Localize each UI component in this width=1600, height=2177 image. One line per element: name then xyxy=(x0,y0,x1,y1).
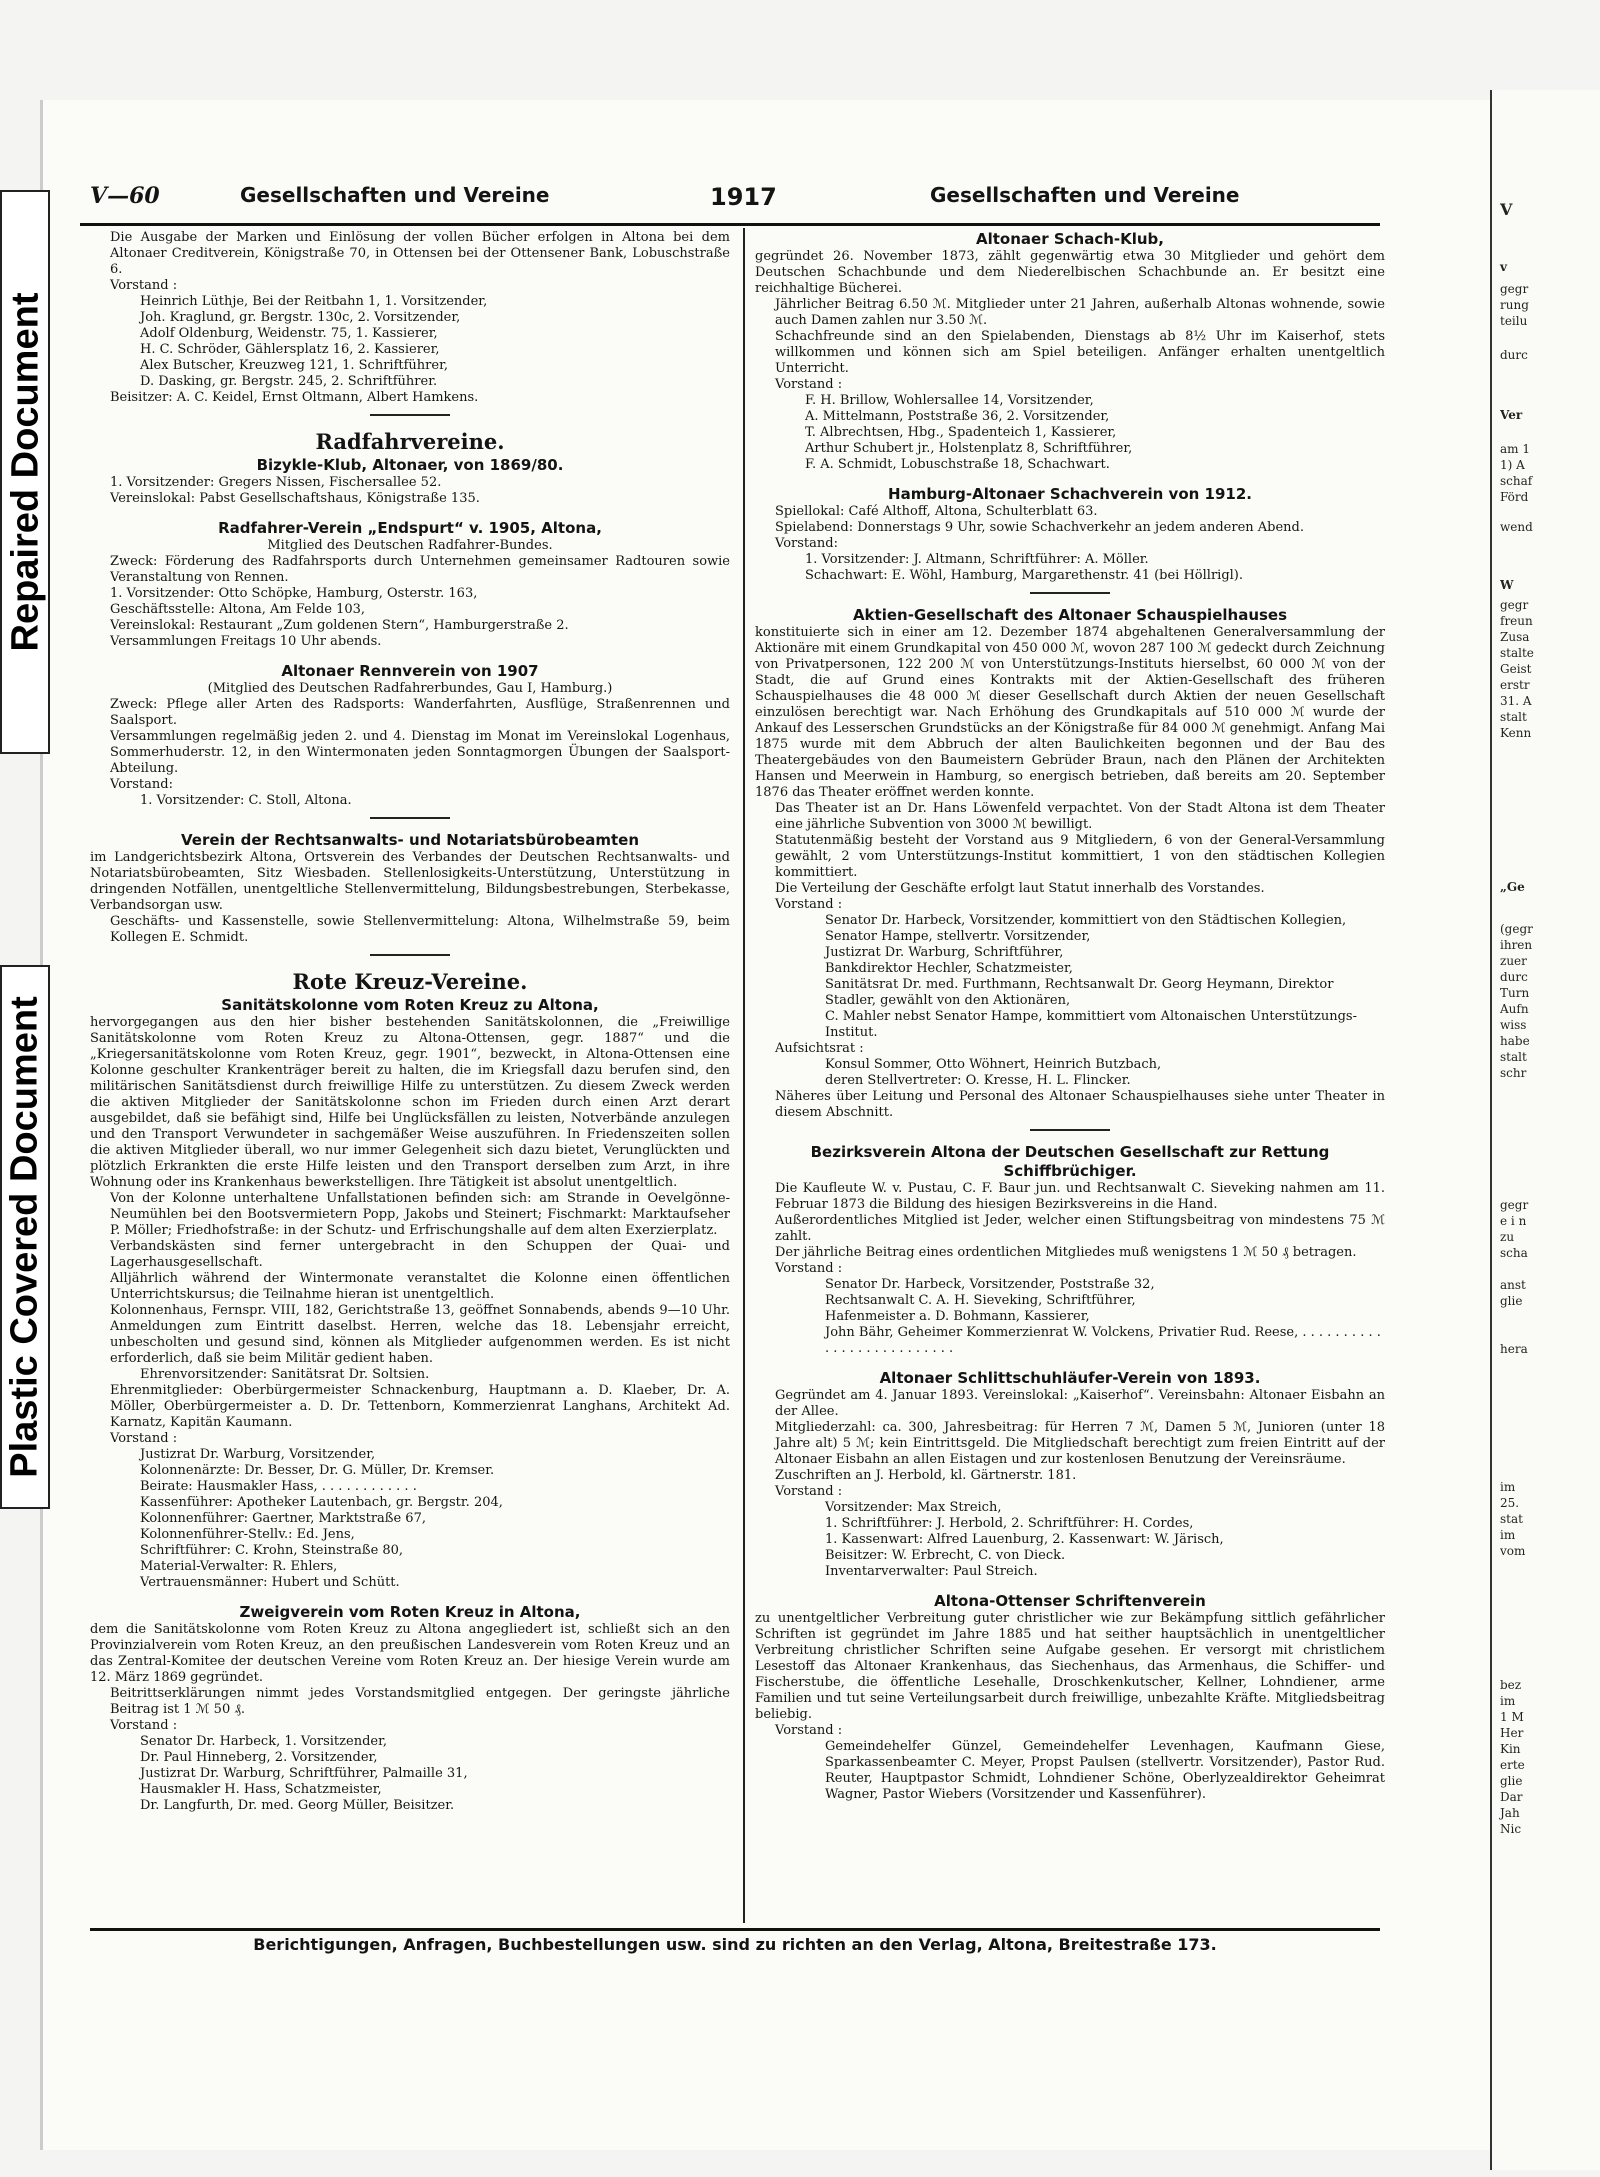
next-page-fragment: erte xyxy=(1500,1758,1525,1772)
sanitaetskolonne-board-member: Material-Verwalter: R. Ehlers, xyxy=(140,1559,338,1574)
schachverein-line: Spiellokal: Café Althoff, Altona, Schulterblatt 63. xyxy=(775,504,1098,519)
plastic-covered-document-tab xyxy=(0,965,50,1509)
zweigverein-board-label: Vorstand : xyxy=(110,1718,178,1733)
next-page-fragment: glie xyxy=(1500,1774,1523,1788)
next-page-fragment: wend xyxy=(1500,520,1533,534)
next-page-fragment: gegr xyxy=(1500,598,1529,612)
next-page-fragment: am 1 xyxy=(1500,442,1530,456)
rechtsanwalts-text: Geschäfts- und Kassenstelle, sowie Stellenvermittelung: Altona, Wilhelmstraße 59, beim Kollegen E. Schmidt. xyxy=(110,914,730,945)
zweigverein-board-member: Hausmakler H. Hass, Schatzmeister, xyxy=(140,1782,382,1797)
next-page-fragment: Ver xyxy=(1500,408,1523,422)
schach-klub-text: Jährlicher Beitrag 6.50 ℳ. Mitglieder unter 21 Jahren, außerhalb Altonas wohnende, sowie auch Damen zahlen nur 3.50 ℳ. xyxy=(775,297,1385,328)
sanitaetskolonne-board-member: Kassenführer: Apotheker Lautenbach, gr. Bergstr. 204, xyxy=(140,1495,503,1510)
page-header xyxy=(80,175,1380,226)
next-page-fragment: rung xyxy=(1500,298,1529,312)
schauspielhaus-board-member: Senator Dr. Harbeck, Vorsitzender, kommittiert von den Städtischen Kollegien, xyxy=(825,913,1347,928)
next-page-fragment: Zusa xyxy=(1500,630,1530,644)
rechtsanwalts-heading: Verein der Rechtsanwalts- und Notariatsbürobeamten xyxy=(181,831,639,849)
next-page-fragment: Dar xyxy=(1500,1790,1523,1804)
zweigverein-heading: Zweigverein vom Roten Kreuz in Altona, xyxy=(239,1603,581,1621)
intro-text: Die Ausgabe der Marken und Einlösung der vollen Bücher erfolgen in Altona bei dem Altonaer Creditverein, Königstraße 70, in Ottensen bei der Ottensener Bank, Lobuschstraße 6. xyxy=(110,230,730,277)
endspurt-line: Geschäftsstelle: Altona, Am Felde 103, xyxy=(110,602,366,617)
sanitaetskolonne-board-member: Kolonnenärzte: Dr. Besser, Dr. G. Müller, Dr. Kremser. xyxy=(140,1463,495,1478)
bezirksverein-text: Außerordentliches Mitglied ist Jeder, welcher einen Stiftungsbeitrag von mindestens 75 ℳ zahlt. xyxy=(775,1213,1385,1244)
endspurt-line: 1. Vorsitzender: Otto Schöpke, Hamburg, Osterstr. 163, xyxy=(110,586,478,601)
intro-board-member: D. Dasking, gr. Bergstr. 245, 2. Schriftführer. xyxy=(140,374,438,389)
sanitaetskolonne-board-member: Kolonnenführer-Stellv.: Ed. Jens, xyxy=(140,1527,355,1542)
next-page-fragment: V xyxy=(1500,200,1513,219)
schlittschuh-board-member: 1. Schriftführer: J. Herbold, 2. Schriftführer: H. Cordes, xyxy=(825,1516,1194,1531)
sanitaetskolonne-text: Kolonnenhaus, Fernspr. VIII, 182, Gerichtstraße 13, geöffnet Sonnabends, abends 9—10 Uhr. Anmeldungen zum Eintritt daselbst. Herren, welche das 18. Lebensjahr erreicht, unbescholten und gesund sind, können als Mitglieder aufgenommen werden. Es ist nicht erforderlich, daß sie beim Militär gedient haben. xyxy=(110,1303,730,1366)
next-page-fragment: freun xyxy=(1500,614,1533,628)
sanitaetskolonne-text: Alljährlich während der Wintermonate veranstaltet die Kolonne einen öffentlichen Unterrichtskursus; die Teilnahme hieran ist unentgeltlich. xyxy=(110,1271,730,1302)
next-page-fragment: schaf xyxy=(1500,474,1533,488)
rechtsanwalts-text: im Landgerichtsbezirk Altona, Ortsverein des Verbandes der Deutschen Rechtsanwalts- und Notariatsbürobeamten, Sitz Wiesbaden. Stellenlosigkeits-Unterstützung, Unterstützung in dringenden Notfällen, unentgeltliche Stellenvermittelung, Bildungsbestrebungen, Sterbekasse, Verbandsorgan usw. xyxy=(90,850,730,913)
next-page-fragment: stalte xyxy=(1500,646,1534,660)
bezirksverein-heading: Bezirksverein Altona der Deutschen Gesellschaft zur Rettung Schiffbrüchiger. xyxy=(810,1143,1330,1180)
right-column xyxy=(755,230,1385,1803)
bezirksverein-text: Die Kaufleute W. v. Pustau, C. F. Baur jun. und Rechtsanwalt C. Sieveking nahmen am 11. Februar 1873 die Bildung des hiesigen Bezirksvereins in die Hand. xyxy=(775,1181,1385,1212)
next-page-fragment: hera xyxy=(1500,1342,1528,1356)
zweigverein-text: Beitrittserklärungen nimmt jedes Vorstandsmitglied entgegen. Der geringste jährliche Beitrag ist 1 ℳ 50 ₰. xyxy=(110,1686,730,1717)
intro-board-member: H. C. Schröder, Gählersplatz 16, 2. Kassierer, xyxy=(140,342,440,357)
next-page-fragment: durc xyxy=(1500,970,1528,984)
schauspielhaus-board-member: Sanitätsrat Dr. med. Furthmann, Rechtsanwalt Dr. Georg Heymann, Direktor Stadler, gewählt von den Aktionären, xyxy=(825,977,1334,1008)
schauspielhaus-text: Die Verteilung der Geschäfte erfolgt laut Statut innerhalb des Vorstandes. xyxy=(775,881,1265,896)
schlittschuh-board-label: Vorstand : xyxy=(775,1484,843,1499)
zweigverein-board-member: Senator Dr. Harbeck, 1. Vorsitzender, xyxy=(140,1734,388,1749)
next-page-fragment: glie xyxy=(1500,1294,1523,1308)
bizykle-heading: Bizykle-Klub, Altonaer, von 1869/80. xyxy=(256,456,564,474)
schlittschuh-board-member: Beisitzer: W. Erbrecht, C. von Dieck. xyxy=(825,1548,1066,1563)
rennverein-board-label: Vorstand: xyxy=(110,777,173,792)
schauspielhaus-text: konstituierte sich in einer am 12. Dezember 1874 abgehaltenen Generalversammlung der Aktionäre mit einem Grundkapital von 450 000 ℳ, wovon 287 100 ℳ gedeckt durch Zeichnung von Privatpersonen, 122 200 ℳ von Unterstützungs-Instituts hierselbst, 60 000 ℳ von der Stadt, die auf Grund eines Kontrakts mit der Aktien-Gesellschaft des früheren Schauspielhauses die 48 000 ℳ dieser Gesellschaft durch Aktien der neuen Gesellschaft einzulösen berechtigt war. Nach Erhöhung des Grundkapitals auf 510 000 ℳ wurde der Ankauf des Lesserschen Grundstücks an der Königstraße für 84 000 ℳ genehmigt. Anfang Mai 1875 wurde mit dem Abbruch der alten Baulichkeiten begonnen und der Bau des Theatergebäudes von den Baumeistern Gebrüder Braun, nach den Plänen der Architekten Hansen und Meerwein in Hamburg, so energisch betrieben, daß bereits am 20. September 1876 das Theater eröffnet werden konnte. xyxy=(755,625,1385,800)
intro-board-member: Adolf Oldenburg, Weidenstr. 75, 1. Kassierer, xyxy=(140,326,438,341)
next-page-fragment: e i n xyxy=(1500,1214,1527,1228)
schauspielhaus-heading: Aktien-Gesellschaft des Altonaer Schauspielhauses xyxy=(852,606,1288,624)
endspurt-subheading: Mitglied des Deutschen Radfahrer-Bundes. xyxy=(267,538,553,553)
sanitaetskolonne-board-label: Vorstand : xyxy=(110,1431,178,1446)
zweigverein-board-member: Dr. Paul Hinneberg, 2. Vorsitzender, xyxy=(140,1750,378,1765)
sanitaetskolonne-board-member: Kolonnenführer: Gaertner, Marktstraße 67, xyxy=(140,1511,426,1526)
zweigverein-board-member: Dr. Langfurth, Dr. med. Georg Müller, Beisitzer. xyxy=(140,1798,455,1813)
sanitaetskolonne-honor: Ehrenmitglieder: Oberbürgermeister Schnackenburg, Hauptmann a. D. Klaeber, Dr. A. Möller, Oberbürgermeister a. D. Dr. Tettenborn, Kommerzienrat Langhans, Architekt Ad. Karnatz, Kapitän Kaumann. xyxy=(110,1383,730,1430)
section-rule xyxy=(370,817,450,819)
bezirksverein-board-member: Hafenmeister a. D. Bohmann, Kassierer, xyxy=(825,1309,1090,1324)
repaired-document-label: Repaired Document xyxy=(4,292,46,652)
zweigverein-board-member: Justizrat Dr. Warburg, Schriftführer, Palmaille 31, xyxy=(140,1766,468,1781)
schauspielhaus-board-label: Vorstand : xyxy=(775,897,843,912)
next-page-fragment: Aufn xyxy=(1500,1002,1529,1016)
rennverein-text: Versammlungen regelmäßig jeden 2. und 4. Dienstag im Monat im Vereinslokal Logenhaus, Sommerhuderstr. 12, in den Wintermonaten jeden Sonntagmorgen Übungen der Saalsport-Abteilung. xyxy=(110,729,730,776)
next-page-fragment: 1 M xyxy=(1500,1710,1524,1724)
bizykle-line: 1. Vorsitzender: Gregers Nissen, Fischersallee 52. xyxy=(110,475,442,490)
next-page-fragment: „Ge xyxy=(1500,880,1525,894)
next-page-fragment: im xyxy=(1500,1480,1516,1494)
schach-klub-board-member: T. Albrechtsen, Hbg., Spadenteich 1, Kassierer, xyxy=(805,425,1117,440)
left-column xyxy=(90,230,730,1814)
next-page-fragment: durc xyxy=(1500,348,1528,362)
sanitaetskolonne-board-member: Justizrat Dr. Warburg, Vorsitzender, xyxy=(140,1447,376,1462)
rennverein-text: Zweck: Pflege aller Arten des Radsports: Wanderfahrten, Ausflüge, Straßenrennen und Saalsport. xyxy=(110,697,730,728)
sanitaetskolonne-board-member: Beirate: Hausmakler Hass, . . . . . . . . . . . . xyxy=(140,1479,417,1494)
intro-assessors: Beisitzer: A. C. Keidel, Ernst Oltmann, Albert Hamkens. xyxy=(110,390,479,405)
next-page-fragment: erstr xyxy=(1500,678,1530,692)
next-page-fragment: 25. xyxy=(1500,1496,1520,1510)
schach-klub-text: Schachfreunde sind an den Spielabenden, Dienstags ab 8½ Uhr im Kaiserhof, stets willkommen und können sich am Spiel beteiligen. Anfänger erhalten unentgeltlich Unterricht. xyxy=(775,329,1385,376)
schauspielhaus-text: Näheres über Leitung und Personal des Altonaer Schauspielhauses siehe unter Theater in diesem Abschnitt. xyxy=(775,1089,1385,1120)
next-page-fragment: gegr xyxy=(1500,282,1529,296)
schachverein-board-member: 1. Vorsitzender: J. Altmann, Schriftführer: A. Möller. xyxy=(805,552,1149,567)
next-page-fragment: (gegr xyxy=(1500,922,1533,936)
next-page-fragment: wiss xyxy=(1500,1018,1527,1032)
schlittschuh-text: Zuschriften an J. Herbold, kl. Gärtnerstr. 181. xyxy=(775,1468,1077,1483)
rote-kreuz-heading: Rote Kreuz-Vereine. xyxy=(292,969,528,994)
next-page-fragment: Kenn xyxy=(1500,726,1532,740)
schach-klub-board-member: A. Mittelmann, Poststraße 36, 2. Vorsitzender, xyxy=(805,409,1110,424)
column-divider xyxy=(743,228,745,1923)
schach-klub-heading: Altonaer Schach-Klub, xyxy=(976,230,1164,248)
sanitaetskolonne-text: Von der Kolonne unterhaltene Unfallstationen befinden sich: am Strande in Oevelgönne-Neumühlen bei den Bootsvermietern Popp, Jakobs und Steinert; Fischmarkt: Marktaufseher P. Möller; Friedhofstraße: in der Schutz- und Erfrischungshalle auf dem alten Exerzierplatz. xyxy=(110,1191,730,1238)
header-right-title: Gesellschaften und Vereine xyxy=(930,183,1240,207)
schauspielhaus-text: Statutenmäßig besteht der Vorstand aus 9 Mitgliedern, 6 von der General-Versammlung gewählt, 2 vom Unterstützungs-Institut kommittiert, 1 von den städtischen Kollegien kommittiert. xyxy=(775,833,1385,880)
next-page-fragment: zu xyxy=(1500,1230,1515,1244)
schauspielhaus-aufsicht-label: Aufsichtsrat : xyxy=(775,1041,864,1056)
intro-board-member: Heinrich Lüthje, Bei der Reitbahn 1, 1. Vorsitzender, xyxy=(140,294,488,309)
schauspielhaus-aufsicht-member: deren Stellvertreter: O. Kresse, H. L. Flincker. xyxy=(825,1073,1131,1088)
schachverein-board-member: Schachwart: E. Wöhl, Hamburg, Margarethenstr. 41 (bei Höllrigl). xyxy=(805,568,1244,583)
schlittschuh-board-member: Vorsitzender: Max Streich, xyxy=(825,1500,1002,1515)
sanitaetskolonne-board-member: Schriftführer: C. Krohn, Steinstraße 80, xyxy=(140,1543,404,1558)
header-left-title: Gesellschaften und Vereine xyxy=(240,183,550,207)
sanitaetskolonne-heading: Sanitätskolonne vom Roten Kreuz zu Altona, xyxy=(221,996,599,1014)
intro-board-member: Alex Butscher, Kreuzweg 121, 1. Schriftführer, xyxy=(140,358,449,373)
next-page-fragment: gegr xyxy=(1500,1198,1529,1212)
schlittschuh-board-member: 1. Kassenwart: Alfred Lauenburg, 2. Kassenwart: W. Järisch, xyxy=(825,1532,1224,1547)
rennverein-heading: Altonaer Rennverein von 1907 xyxy=(281,662,539,680)
next-page-fragment: stalt xyxy=(1500,710,1527,724)
schriftenverein-board-label: Vorstand : xyxy=(775,1723,843,1738)
bezirksverein-text: Der jährliche Beitrag eines ordentlichen Mitgliedes muß wenigstens 1 ℳ 50 ₰ betragen. xyxy=(775,1245,1357,1260)
next-page-fragment: anst xyxy=(1500,1278,1526,1292)
section-rule xyxy=(370,414,450,416)
schriftenverein-board: Gemeindehelfer Günzel, Gemeindehelfer Levenhagen, Kaufmann Giese, Sparkassenbeamter C. Meyer, Propst Paulsen (stellvertr. Vorsitzender), Pastor Rud. Reuter, Hauptpastor Schmidt, Lohndiener Schöne, Oberlyzealdirektor Geheimrat Wagner, Pastor Wiebers (Vorsitzender und Kassenführer). xyxy=(825,1739,1385,1802)
bezirksverein-board-member: John Bähr, Geheimer Kommerzienrat W. Volckens, Privatier Rud. Reese, . . . . . . . . . . . . . . . . . . . . . . . . . . xyxy=(825,1325,1381,1356)
schlittschuh-text: Mitgliederzahl: ca. 300, Jahresbeitrag: für Herren 7 ℳ, Damen 5 ℳ, Junioren (unter 18 Jahre alt) 5 ℳ; kein Eintrittsgeld. Die Mitgliedschaft berechtigt zum freien Eintritt auf der Altonaer Eisbahn an allen Eistagen und zur kostenlosen Benutzung der Vereinsräume. xyxy=(775,1420,1385,1467)
intro-board-label: Vorstand : xyxy=(110,278,178,293)
bezirksverein-board-member: Rechtsanwalt C. A. H. Sieveking, Schriftführer, xyxy=(825,1293,1136,1308)
next-page-edge xyxy=(1490,90,1600,2170)
schachverein-heading: Hamburg-Altonaer Schachverein von 1912. xyxy=(888,485,1252,503)
next-page-fragment: stat xyxy=(1500,1512,1523,1526)
section-rule xyxy=(1030,1129,1110,1131)
schlittschuh-text: Gegründet am 4. Januar 1893. Vereinslokal: „Kaiserhof“. Vereinsbahn: Altonaer Eisbahn an der Allee. xyxy=(775,1388,1385,1419)
schach-klub-board-label: Vorstand : xyxy=(775,377,843,392)
next-page-fragment: vom xyxy=(1500,1544,1526,1558)
next-page-fragment: Kin xyxy=(1500,1742,1521,1756)
next-page-fragment: stalt xyxy=(1500,1050,1527,1064)
endspurt-line: Versammlungen Freitags 10 Uhr abends. xyxy=(110,634,382,649)
schriftenverein-heading: Altona-Ottenser Schriftenverein xyxy=(934,1592,1206,1610)
schach-klub-board-member: F. A. Schmidt, Lobuschstraße 18, Schachwart. xyxy=(805,457,1110,472)
bizykle-line: Vereinslokal: Pabst Gesellschaftshaus, Königstraße 135. xyxy=(110,491,480,506)
schauspielhaus-board-member: Justizrat Dr. Warburg, Schriftführer, xyxy=(825,945,1064,960)
schachverein-line: Spielabend: Donnerstags 9 Uhr, sowie Schachverkehr an jedem anderen Abend. xyxy=(775,520,1305,535)
next-page-fragment: ihren xyxy=(1500,938,1533,952)
publisher-notice: Berichtigungen, Anfragen, Buchbestellungen usw. sind zu richten an den Verlag, Altona, Breitestraße 173. xyxy=(90,1928,1380,1954)
bezirksverein-board-member: Senator Dr. Harbeck, Vorsitzender, Poststraße 32, xyxy=(825,1277,1155,1292)
next-page-fragment: Turn xyxy=(1500,986,1530,1000)
schauspielhaus-board-member: Bankdirektor Hechler, Schatzmeister, xyxy=(825,961,1073,976)
sanitaetskolonne-text: hervorgegangen aus den hier bisher bestehenden Sanitätskolonnen, die „Freiwillige Sanitätskolonne vom Roten Kreuz zu Altona-Ottensen, gegr. 1887“ und die „Kriegersanitätskolonne vom Roten Kreuz, gegr. 1901“, bezweckt, in Altona-Ottensen eine Kolonne geschulter Krankenträger bereit zu halten, die im Kriegsfall dazu berufen sind, den militärischen Sanitätsdienst durch freiwillige Hilfe zu unterstützen. Zu diesem Zweck werden die aktiven Mitglieder der Sanitätskolonne schon im Frieden durch einen Arzt derart ausgebildet, daß sie befähigt sind, Hilfe bei Unglücksfällen zu leisten, Notverbände anzulegen und den Transport Verwundeter in sachgemäßer Weise auszuführen. In Friedenszeiten sollen die aktiven Mitglieder überall, wo nur immer Gelegenheit sich dazu bietet, Verunglückten und plötzlich Erkrankten die erste Hilfe leisten und den Transport derselben zum Arzt, in ihre Wohnung oder ins Krankenhaus bewerkstelligen. Ihre Tätigkeit ist absolut unentgeltlich. xyxy=(90,1015,730,1190)
schachverein-board-label: Vorstand: xyxy=(775,536,838,551)
next-page-fragment: Geist xyxy=(1500,662,1532,676)
next-page-fragment: teilu xyxy=(1500,314,1528,328)
schach-klub-board-member: Arthur Schubert jr., Holstenplatz 8, Schriftführer, xyxy=(805,441,1133,456)
next-page-fragment: Her xyxy=(1500,1726,1524,1740)
next-page-fragment: schr xyxy=(1500,1066,1527,1080)
next-page-fragment: Förd xyxy=(1500,490,1529,504)
intro-board-member: Joh. Kraglund, gr. Bergstr. 130c, 2. Vorsitzender, xyxy=(140,310,461,325)
zweigverein-text: dem die Sanitätskolonne vom Roten Kreuz zu Altona angegliedert ist, schließt sich an den Provinzialverein vom Roten Kreuz, an den preußischen Landesverein vom Roten Kreuz und an das Zentral-Komitee der deutschen Vereine vom Roten Kreuz an. Der hiesige Verein wurde am 12. März 1869 gegründet. xyxy=(90,1622,730,1685)
page-number: V—60 xyxy=(90,183,160,209)
schauspielhaus-aufsicht-member: Konsul Sommer, Otto Wöhnert, Heinrich Butzbach, xyxy=(825,1057,1162,1072)
section-rule xyxy=(1030,592,1110,594)
schlittschuh-board-member: Inventarverwalter: Paul Streich. xyxy=(825,1564,1038,1579)
rennverein-board: 1. Vorsitzender: C. Stoll, Altona. xyxy=(140,793,352,808)
schach-klub-text: gegründet 26. November 1873, zählt gegenwärtig etwa 30 Mitglieder und gehört dem Deutschen Schachbunde und dem Niederelbischen Schachbunde an. Er besitzt eine reichhaltige Bücherei. xyxy=(755,249,1385,296)
header-year: 1917 xyxy=(710,183,777,211)
radfahr-heading: Radfahrvereine. xyxy=(315,429,505,454)
repaired-document-tab xyxy=(0,190,50,754)
sanitaetskolonne-board-member: Vertrauensmänner: Hubert und Schütt. xyxy=(140,1575,400,1590)
next-page-fragment: Jah xyxy=(1500,1806,1520,1820)
next-page-fragment: W xyxy=(1500,578,1514,592)
schlittschuh-heading: Altonaer Schlittschuhläufer-Verein von 1893. xyxy=(879,1369,1261,1387)
next-page-fragment: 31. A xyxy=(1500,694,1532,708)
next-page-fragment: habe xyxy=(1500,1034,1530,1048)
next-page-fragment: im xyxy=(1500,1694,1516,1708)
next-page-fragment: bez xyxy=(1500,1678,1522,1692)
next-page-fragment: Nic xyxy=(1500,1822,1522,1836)
next-page-fragment: scha xyxy=(1500,1246,1528,1260)
sanitaetskolonne-honor: Ehrenvorsitzender: Sanitätsrat Dr. Soltsien. xyxy=(140,1367,430,1382)
schauspielhaus-board-member: C. Mahler nebst Senator Hampe, kommittiert vom Altonaischen Unterstützungs-Institut. xyxy=(825,1009,1357,1040)
section-rule xyxy=(370,954,450,956)
endspurt-heading: Radfahrer-Verein „Endspurt“ v. 1905, Altona, xyxy=(218,519,602,537)
next-page-fragment: v xyxy=(1500,260,1507,274)
schauspielhaus-text: Das Theater ist an Dr. Hans Löwenfeld verpachtet. Von der Stadt Altona ist dem Theater eine jährliche Subvention von 3000 ℳ bewilligt. xyxy=(775,801,1385,832)
sanitaetskolonne-text: Verbandskästen sind ferner untergebracht in den Schuppen der Quai- und Lagerhausgesellschaft. xyxy=(110,1239,730,1270)
schriftenverein-text: zu unentgeltlicher Verbreitung guter christlicher wie zur Bekämpfung sittlich gefährlicher Schriften ist gegründet im Jahre 1885 und hat seither hauptsächlich in unentgeltlicher Verbreitung christlicher Schriften seine Aufgabe gesehen. Er versorgt mit christlichem Lesestoff das Altonaer Krankenhaus, das Siechenhaus, das Armenhaus, die Schiffer- und Fischerstube, die öffentliche Lesehalle, Droschkenkutscher, Kellner, Lohndiener, arme Familien und tut seine Verteilungsarbeit durch freiwillige, unbezahlte Kräfte. Mitgliedsbeitrag beliebig. xyxy=(755,1611,1385,1722)
schach-klub-board-member: F. H. Brillow, Wohlersallee 14, Vorsitzender, xyxy=(805,393,1094,408)
schauspielhaus-board-member: Senator Hampe, stellvertr. Vorsitzender, xyxy=(825,929,1091,944)
next-page-fragment: 1) A xyxy=(1500,458,1525,472)
next-page-fragment: zuer xyxy=(1500,954,1527,968)
next-page-fragment: im xyxy=(1500,1528,1516,1542)
rennverein-subheading: (Mitglied des Deutschen Radfahrerbundes, Gau I, Hamburg.) xyxy=(207,681,613,696)
plastic-covered-document-label: Plastic Covered Document xyxy=(4,996,47,1478)
endspurt-line: Vereinslokal: Restaurant „Zum goldenen Stern“, Hamburgerstraße 2. xyxy=(110,618,569,633)
endspurt-text: Zweck: Förderung des Radfahrsports durch Unternehmen gemeinsamer Radtouren sowie Veranstaltung von Rennen. xyxy=(110,554,730,585)
bezirksverein-board-label: Vorstand : xyxy=(775,1261,843,1276)
